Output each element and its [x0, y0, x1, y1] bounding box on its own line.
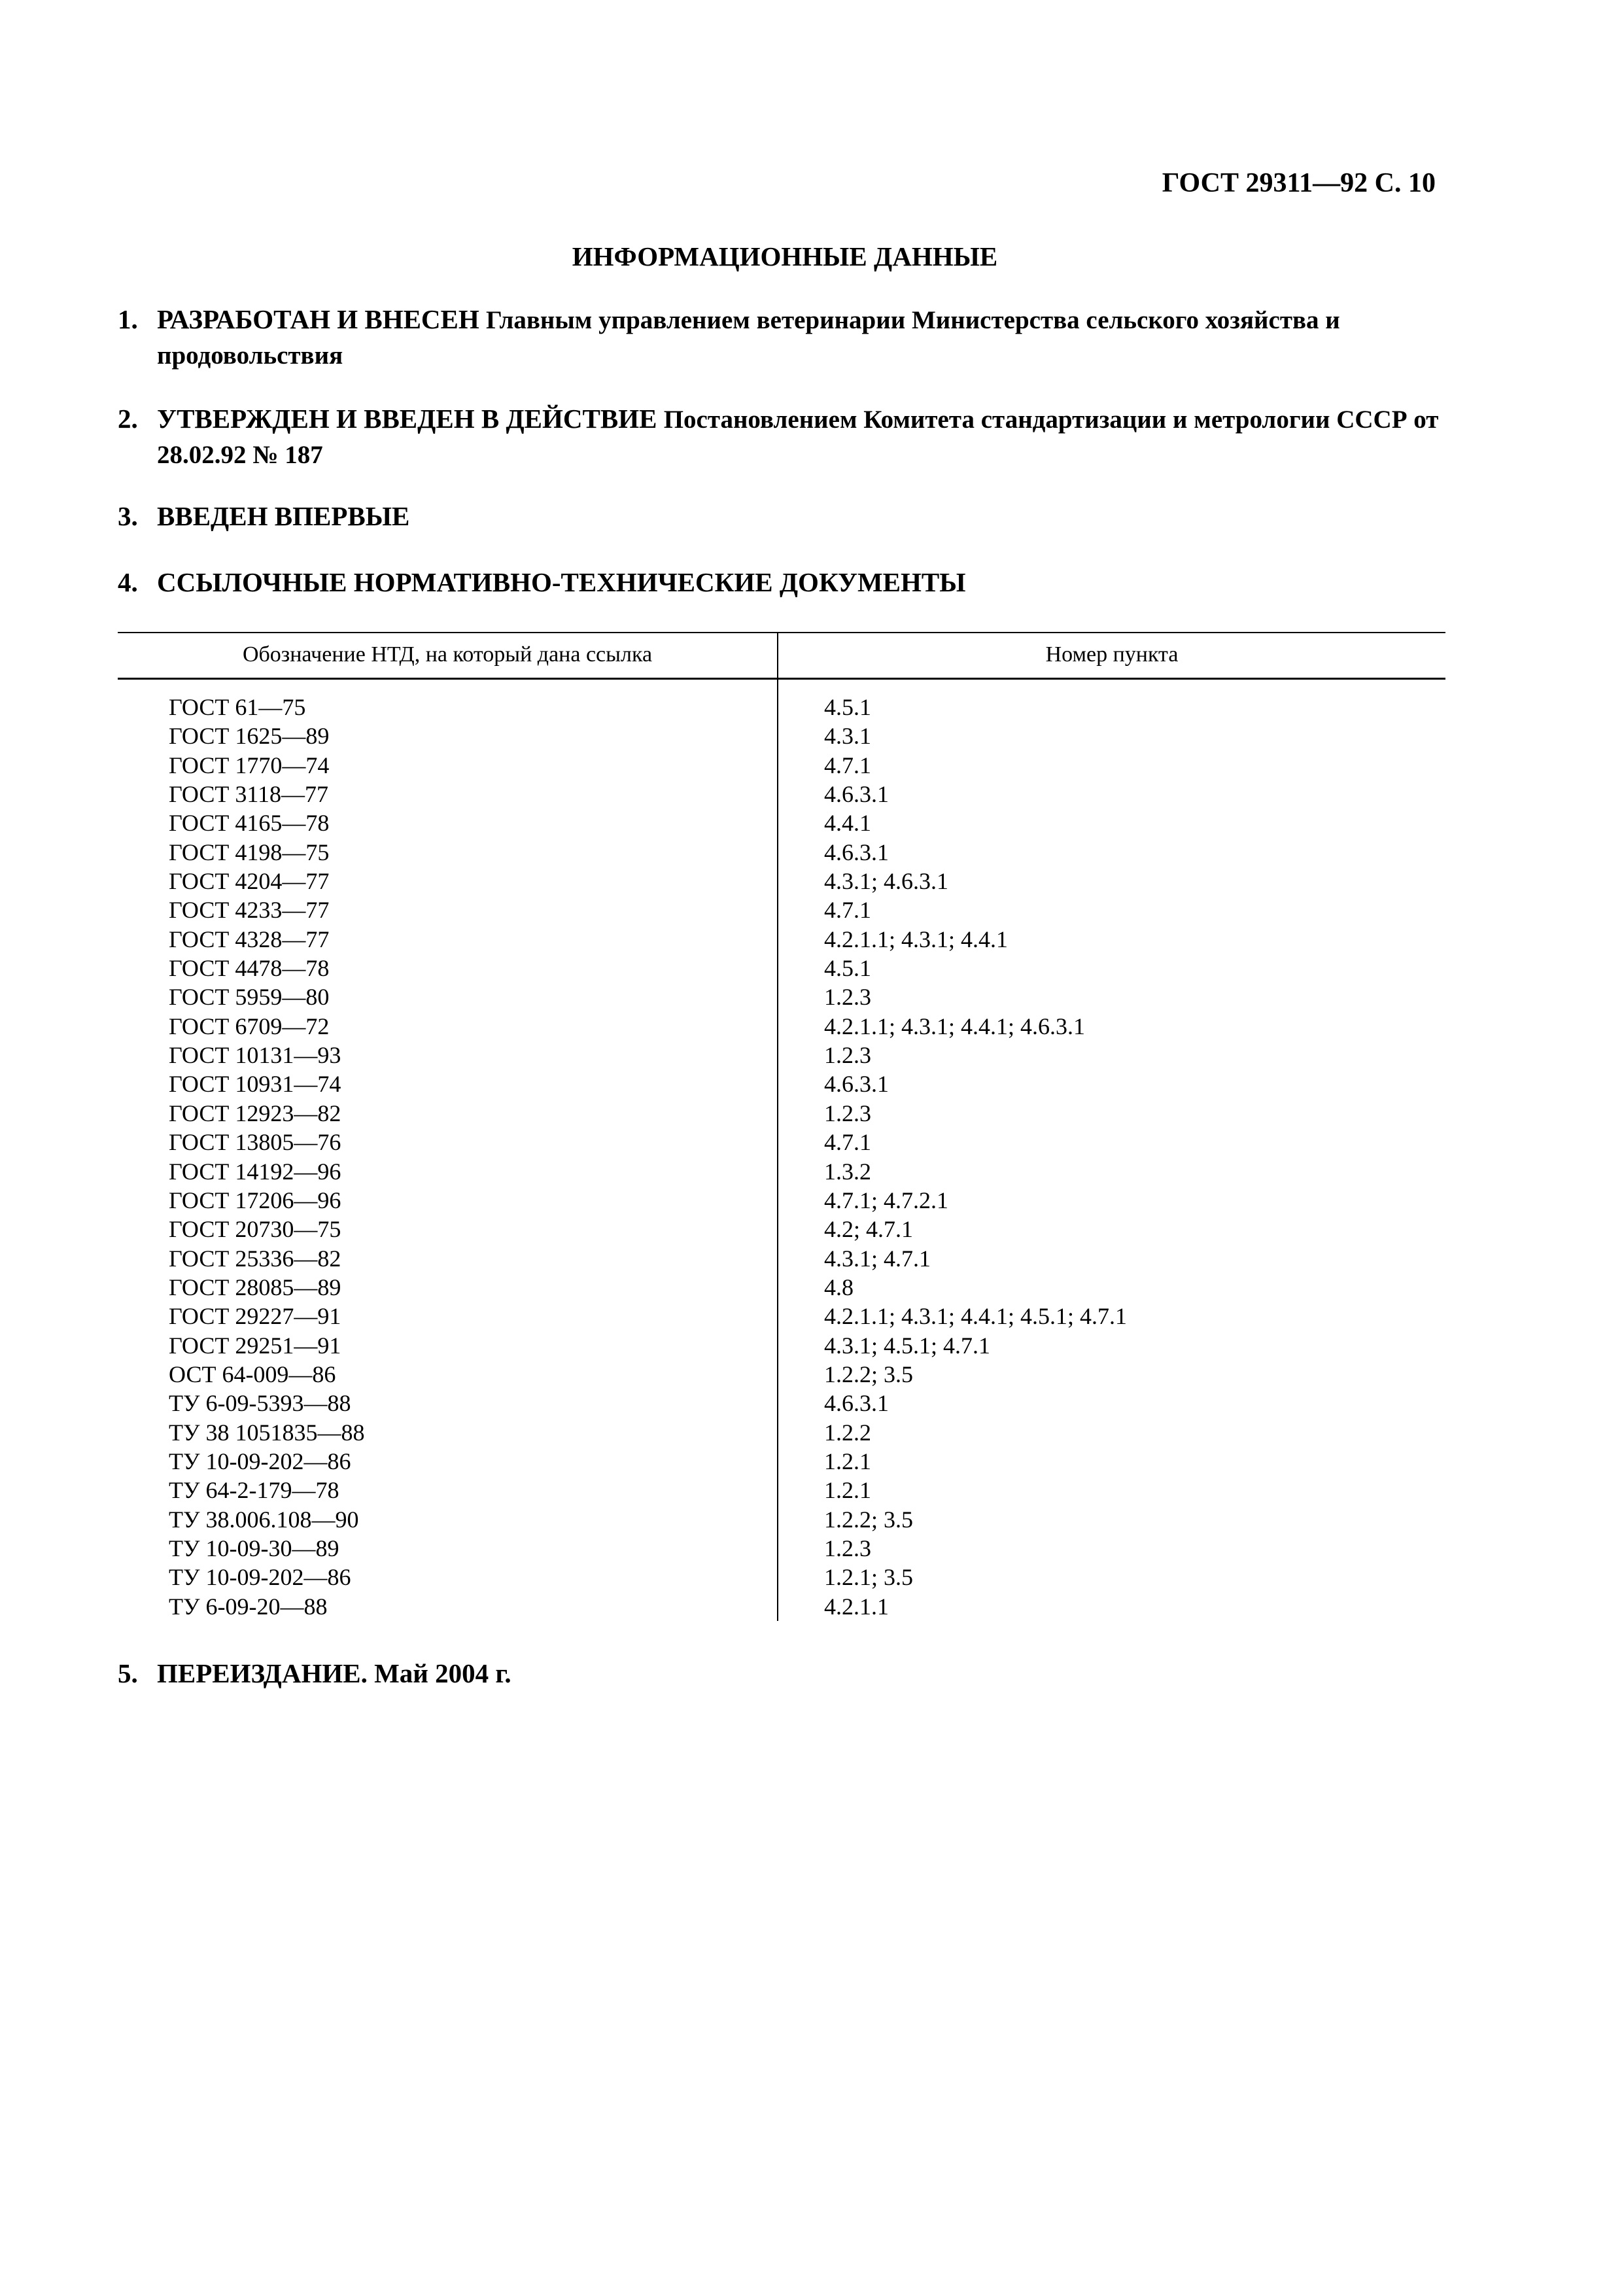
table-row	[118, 1128, 1445, 1157]
clause-number: 1.2.3	[824, 1100, 871, 1126]
clause-number: 1.2.2; 3.5	[824, 1361, 914, 1387]
clause-number: 1.2.1	[824, 1448, 871, 1474]
section-developed-by	[118, 302, 1445, 373]
table-body	[118, 680, 1445, 1621]
table-row	[118, 1215, 1445, 1244]
table-row	[118, 780, 1445, 809]
reference-table	[118, 632, 1445, 1621]
document-designation: ТУ 10-09-202—86	[169, 1564, 351, 1591]
section-lead: УТВЕРЖДЕН И ВВЕДЕН В ДЕЙСТВИЕ	[157, 404, 657, 434]
section-text: Постановлением Комитета стандартизации и метрологии СССР от 28.02.92 № 187	[157, 406, 1439, 469]
section-number: 1.	[118, 304, 138, 334]
section-number: 4.	[118, 567, 138, 597]
document-designation: ГОСТ 13805—76	[169, 1129, 341, 1156]
document-designation: ГОСТ 29251—91	[169, 1332, 341, 1359]
table-row	[118, 722, 1445, 750]
section-number: 2.	[118, 404, 138, 434]
clause-number: 4.6.3.1	[824, 839, 889, 865]
page-title: ИНФОРМАЦИОННЫЕ ДАННЫЕ	[572, 241, 998, 271]
document-designation: ГОСТ 4478—78	[169, 955, 330, 982]
clause-number: 4.6.3.1	[824, 781, 889, 808]
page-reference: ГОСТ 29311—92 С. 10	[1162, 168, 1436, 198]
section-lead: ССЫЛОЧНЫЕ НОРМАТИВНО-ТЕХНИЧЕСКИЕ ДОКУМЕНТЫ	[157, 567, 966, 597]
section-first-introduced	[118, 499, 1445, 533]
clause-number: 1.2.3	[824, 1042, 871, 1069]
section-reissue	[118, 1656, 1445, 1690]
clause-number: 4.7.1; 4.7.2.1	[824, 1187, 949, 1213]
document-designation: ОСТ 64-009—86	[169, 1361, 336, 1387]
document-designation: ГОСТ 6709—72	[169, 1013, 330, 1039]
table-row	[118, 1418, 1445, 1447]
document-designation: ГОСТ 17206—96	[169, 1187, 341, 1213]
document-designation: ГОСТ 10931—74	[169, 1071, 341, 1098]
table-row	[118, 896, 1445, 924]
clause-number: 4.7.1	[824, 897, 871, 924]
document-designation: ГОСТ 4198—75	[169, 839, 330, 865]
document-designation: ГОСТ 20730—75	[169, 1216, 341, 1243]
clause-number: 4.7.1	[824, 1129, 871, 1156]
section-lead: ПЕРЕИЗДАНИЕ. Май 2004 г.	[157, 1658, 511, 1688]
document-designation: ГОСТ 29227—91	[169, 1303, 341, 1330]
clause-number: 4.6.3.1	[824, 1071, 889, 1098]
section-lead: РАЗРАБОТАН И ВНЕСЕН	[157, 304, 479, 334]
clause-number: 4.6.3.1	[824, 1390, 889, 1417]
table-row	[118, 838, 1445, 867]
clause-number: 1.3.2	[824, 1158, 871, 1185]
table-row	[118, 1157, 1445, 1186]
clause-number: 1.2.3	[824, 984, 871, 1011]
document-designation: ТУ 10-09-202—86	[169, 1448, 351, 1474]
table-row	[118, 1070, 1445, 1098]
document-designation: ТУ 64-2-179—78	[169, 1477, 339, 1504]
clause-number: 4.5.1	[824, 694, 871, 720]
clause-number: 1.2.1; 3.5	[824, 1564, 914, 1591]
table-row	[118, 693, 1445, 722]
section-number: 5.	[118, 1658, 138, 1688]
clause-number: 1.2.2	[824, 1419, 871, 1446]
table-row	[118, 1244, 1445, 1273]
section-approved	[118, 402, 1445, 472]
document-designation: ГОСТ 4233—77	[169, 897, 330, 924]
clause-number: 4.2.1.1	[824, 1593, 889, 1620]
table-row	[118, 925, 1445, 954]
column-header-clause: Номер пункта	[1045, 642, 1179, 667]
clause-number: 4.2.1.1; 4.3.1; 4.4.1	[824, 926, 1009, 952]
table-row	[118, 1012, 1445, 1041]
table-row	[118, 1331, 1445, 1360]
document-designation: ГОСТ 5959—80	[169, 984, 330, 1011]
clause-number: 1.2.3	[824, 1535, 871, 1561]
clause-number: 4.2.1.1; 4.3.1; 4.4.1; 4.6.3.1	[824, 1013, 1086, 1039]
table-row	[118, 809, 1445, 837]
table-row	[118, 751, 1445, 780]
clause-number: 4.7.1	[824, 752, 871, 778]
table-row	[118, 1360, 1445, 1389]
table-header	[118, 632, 1445, 680]
table-row	[118, 1041, 1445, 1070]
clause-number: 4.8	[824, 1274, 854, 1300]
table-row	[118, 1534, 1445, 1563]
table-row	[118, 1099, 1445, 1128]
clause-number: 4.3.1; 4.7.1	[824, 1245, 931, 1272]
document-designation: ТУ 6-09-20—88	[169, 1593, 328, 1620]
document-designation: ТУ 38.006.108—90	[169, 1506, 359, 1533]
clause-number: 4.2.1.1; 4.3.1; 4.4.1; 4.5.1; 4.7.1	[824, 1303, 1128, 1330]
clause-number: 4.3.1; 4.6.3.1	[824, 868, 949, 895]
table-row	[118, 954, 1445, 983]
document-designation: ГОСТ 12923—82	[169, 1100, 341, 1126]
section-number: 3.	[118, 501, 138, 531]
table-row	[118, 1563, 1445, 1592]
document-designation: ТУ 38 1051835—88	[169, 1419, 365, 1446]
table-row	[118, 1592, 1445, 1621]
section-text: Главным управлением ветеринарии Министерства сельского хозяйства и продовольствия	[157, 306, 1340, 370]
document-designation: ГОСТ 28085—89	[169, 1274, 341, 1300]
table-row	[118, 867, 1445, 896]
table-row	[118, 983, 1445, 1011]
section-reference-docs	[118, 565, 1445, 599]
clause-number: 4.3.1	[824, 723, 871, 750]
clause-number: 1.2.1	[824, 1477, 871, 1504]
document-designation: ГОСТ 3118—77	[169, 781, 329, 808]
document-designation: ГОСТ 25336—82	[169, 1245, 341, 1272]
table-row	[118, 1302, 1445, 1331]
clause-number: 4.5.1	[824, 955, 871, 982]
clause-number: 4.4.1	[824, 810, 871, 837]
table-row	[118, 1389, 1445, 1418]
clause-number: 1.2.2; 3.5	[824, 1506, 914, 1533]
document-designation: ГОСТ 61—75	[169, 694, 306, 720]
document-designation: ГОСТ 4328—77	[169, 926, 330, 952]
document-designation: ГОСТ 1625—89	[169, 723, 330, 750]
document-designation: ГОСТ 10131—93	[169, 1042, 341, 1069]
document-designation: ТУ 10-09-30—89	[169, 1535, 339, 1561]
table-row	[118, 1273, 1445, 1302]
table-row	[118, 1447, 1445, 1476]
table-row	[118, 1505, 1445, 1534]
document-designation: ГОСТ 4204—77	[169, 868, 330, 895]
document-designation: ГОСТ 14192—96	[169, 1158, 341, 1185]
document-designation: ГОСТ 1770—74	[169, 752, 330, 778]
section-lead: ВВЕДЕН ВПЕРВЫЕ	[157, 501, 410, 531]
document-designation: ТУ 6-09-5393—88	[169, 1390, 351, 1417]
clause-number: 4.2; 4.7.1	[824, 1216, 914, 1243]
clause-number: 4.3.1; 4.5.1; 4.7.1	[824, 1332, 991, 1359]
document-designation: ГОСТ 4165—78	[169, 810, 330, 837]
table-row	[118, 1186, 1445, 1215]
column-header-document: Обозначение НТД, на который дана ссылка	[242, 642, 653, 667]
table-row	[118, 1476, 1445, 1505]
